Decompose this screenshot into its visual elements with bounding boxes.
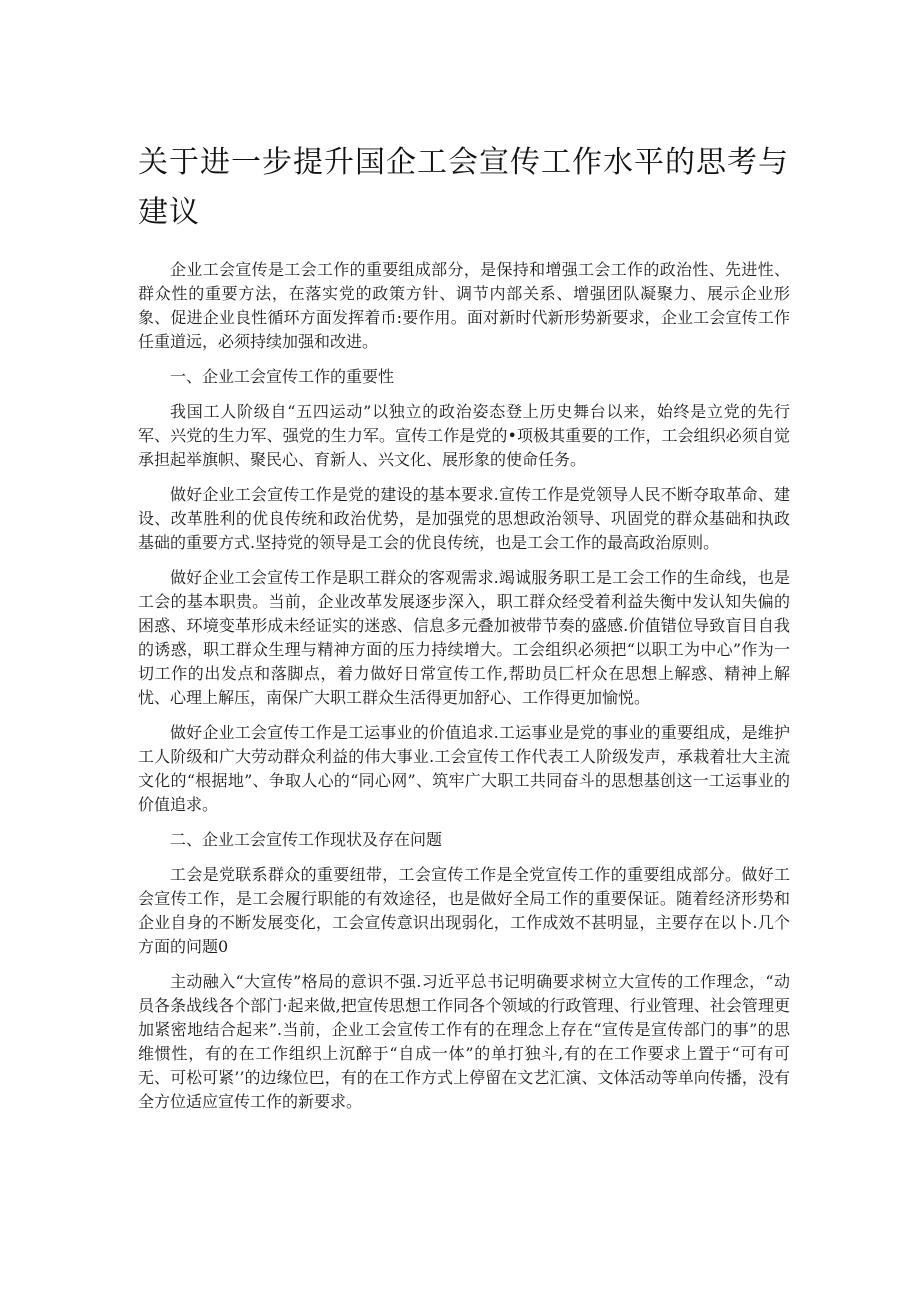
body-paragraph: 做好企业工会宣传工作是党的建设的基本要求.宣传工作是党领导人民不断夺取革命、建设、改革胜利的优良传统和政治优势，是加强党的思想政治领导、巩固党的群众基础和执政基础的重要方式.坚持党的领导是工会的优良传统，也是工会工作的最高政治原则。	[138, 485, 790, 552]
document-page	[138, 138, 790, 1125]
body-paragraph: 工会是党联系群众的重要纽带，工会宣传工作是全党宣传工作的重要组成部分。做好工会宣传工作，是工会履行职能的有效途径，也是做好全局工作的重要保证。随着经济形势和企业自身的不断发展变化，工会宣传意识出现弱化，工作成效不甚明显，主要存在以卜.几个方面的问题0	[138, 865, 790, 956]
body-paragraph: 做好企业工会宣传工作是工运事业的价值追求.工运事业是党的事业的重要组成，是维护工人阶级和广大劳动群众利益的伟大事业.工会宣传工作代表工人阶级发声，承栽着壮大主流文化的“根据地”、争取人心的“同心网”、筑牢广大职工共同奋斗的思想基创这一工运事业的价值追求。	[138, 723, 790, 814]
body-paragraph: 主动融入“大宣传”格局的意识不强.习近平总书记明确要求树立大宣传的工作理念，“动员各条战线各个部门·起来做,把宣传思想工作同各个领域的行政管理、行业管理、社会管理更加紧密地结合起来”.当前，企业工会宣传工作有的在理念上存在“宣传是宣传部门的事”的思维惯性，有的在工作组织上沉醉于“自成一体”的单打独斗,有的在工作要求上置于“可有可无、可松可紧’’的边缘位巴，有的在工作方式上停留在文艺汇演、文体活动等单向传播，没有全方位适应宣传工作的新要求。	[138, 972, 790, 1111]
body-paragraph: 我国工人阶级自“五四运动”以独立的政治姿态登上历史舞台以来，始终是立党的先行军、兴党的生力军、强党的生力军。宣传工作是党的•项极其重要的工作，工会组织必须自觉承担起举旗帜、聚民心、育新人、兴文化、展形象的使命任务。	[138, 402, 790, 469]
section-heading-1: 一、企业工会宣传工作的重要性	[170, 367, 395, 386]
section-heading-2: 二、企业工会宣传工作现状及存在问题	[170, 830, 443, 849]
intro-paragraph: 企业工会宣传是工会工作的重要组成部分，是保持和增强工会工作的政治性、先进性、群众性的重要方法，在落实党的政策方针、调节内部关系、增强团队凝聚力、展示企业形象、促进企业良性循环方面发挥着币:要作用。面对新时代新形势新要求，企业工会宣传工作任重道远，必须持续加强和改进。	[138, 260, 790, 351]
body-paragraph: 做好企业工会宣传工作是职工群众的客观需求.竭诚服务职工是工会工作的生命线，也是工会的基本职贵。当前，企业改革发展逐步深入，职工群众经受着利益失衡中发认知失偏的困惑、环境变革形成未经证实的迷惑、信息多元叠加被带节奏的盛感.价值错位导致盲目自我的诱惑，职工群众生理与精神方面的压力持续增大。工会组织必须把“以职工为中心”作为一切工作的出发点和落脚点，着力做好日常宣传工作,帮助员匚杆众在思想上解惑、精神上解忧、心理上解压，南保广大职工群众生活得更加舒心、工作得更加愉悦。	[138, 568, 790, 707]
document-title: 关于进一步提升国企工会宣传工作水平的思考与建议	[138, 145, 789, 230]
